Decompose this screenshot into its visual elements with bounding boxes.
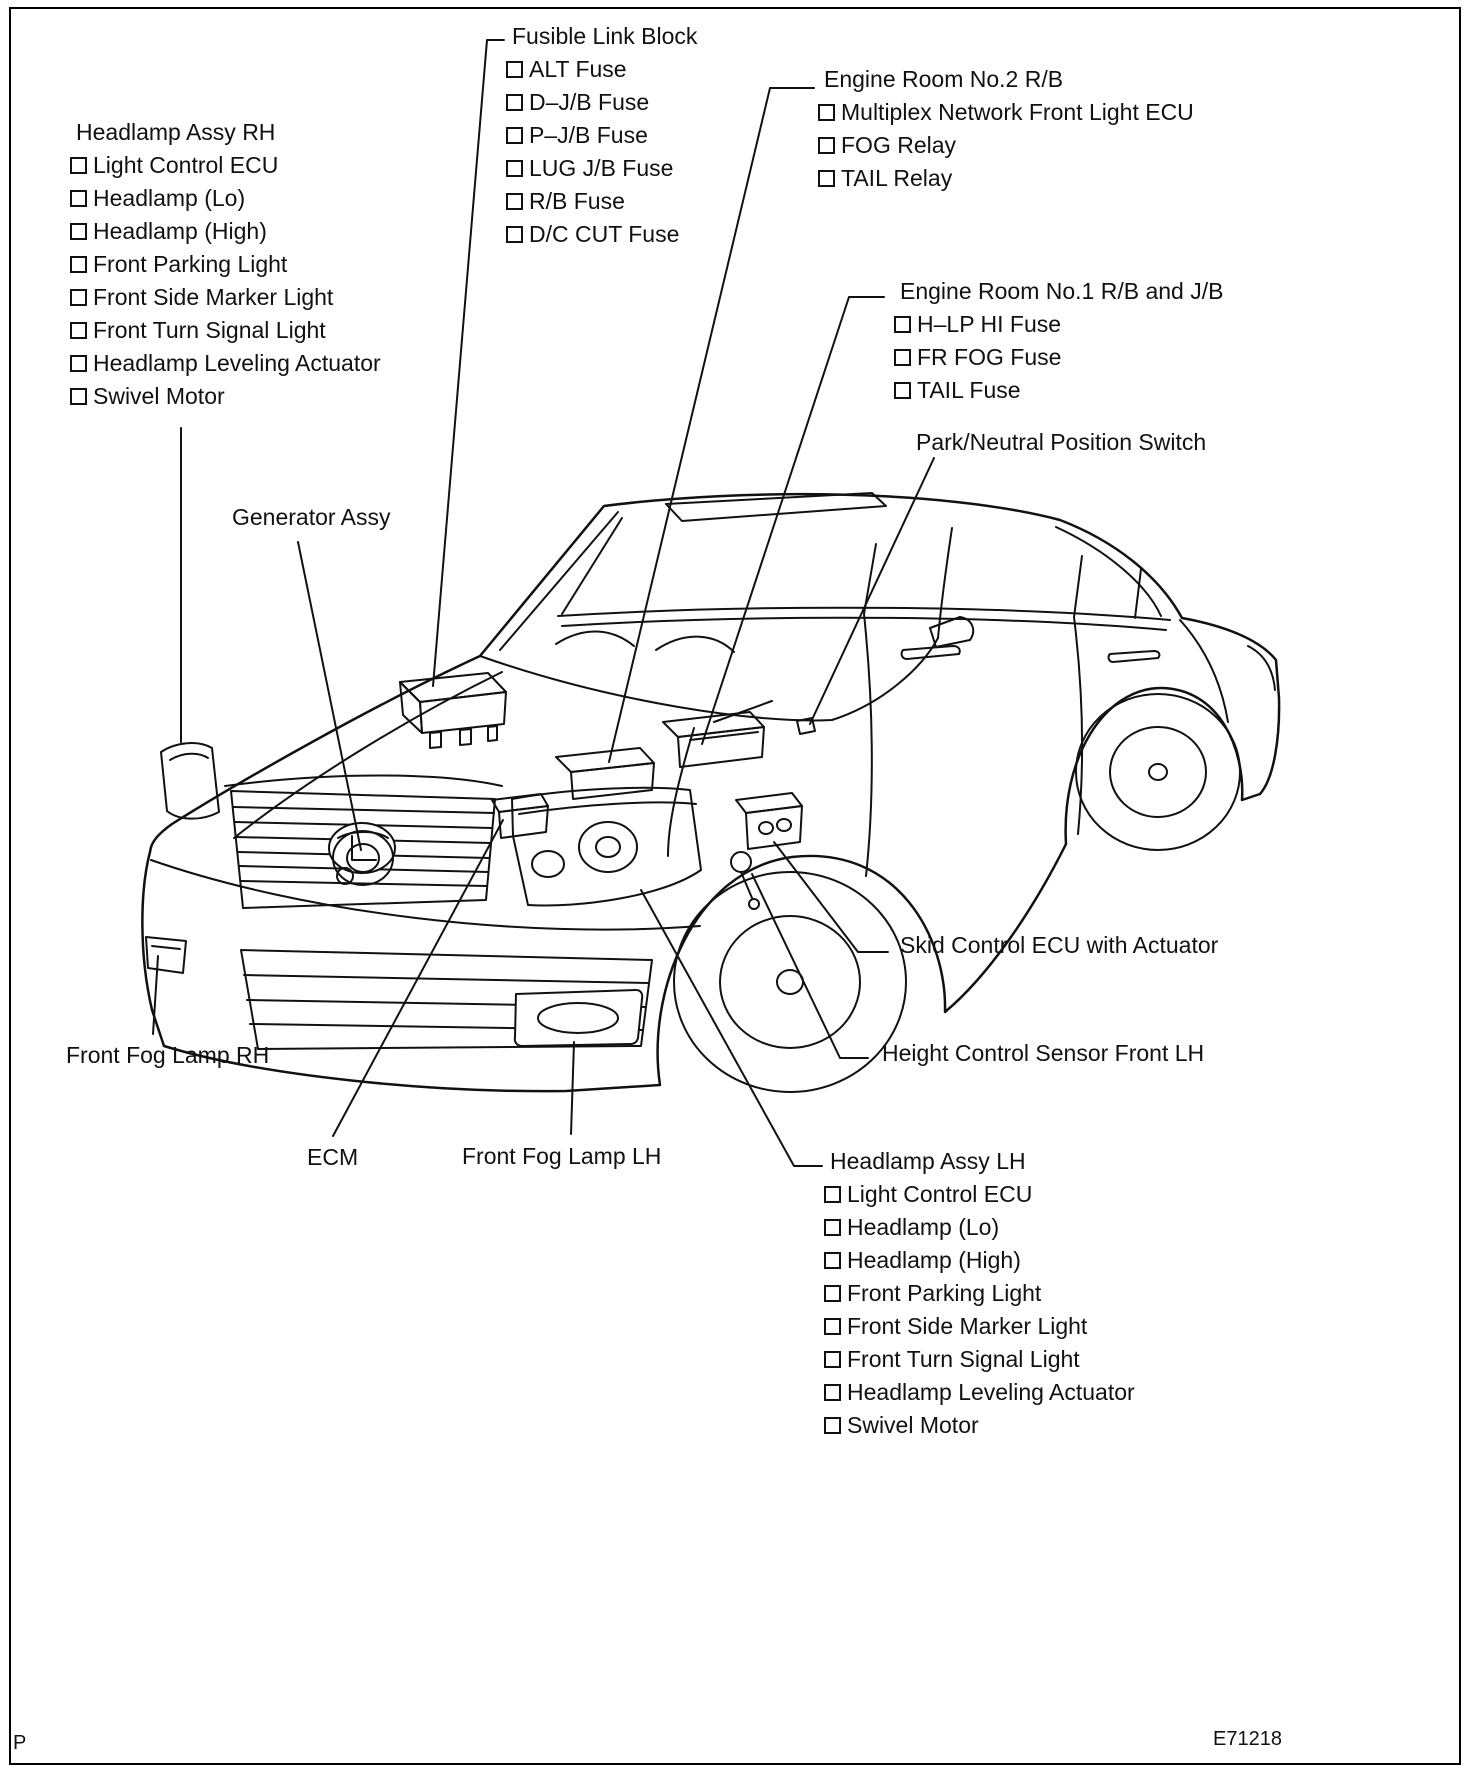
callout-title: Headlamp Assy RH — [76, 119, 276, 145]
rear-wheel-tire — [1076, 694, 1240, 850]
checkbox-icon — [70, 190, 87, 207]
callout-title: Park/Neutral Position Switch — [916, 429, 1207, 455]
callout-generator-assy — [226, 501, 391, 534]
check-item-label: Light Control ECU — [847, 1181, 1033, 1207]
callout-title: Headlamp Assy LH — [830, 1148, 1026, 1174]
callout-title: Skid Control ECU with Actuator — [900, 932, 1219, 958]
check-item-label: Front Parking Light — [847, 1280, 1042, 1306]
headlamp-lh-projector — [579, 822, 637, 872]
leader-fusible-link-block — [433, 40, 504, 686]
check-item-label: Front Turn Signal Light — [847, 1346, 1080, 1372]
checkbox-icon — [818, 104, 835, 121]
checkbox-icon — [70, 223, 87, 240]
check-item-label: D–J/B Fuse — [529, 89, 650, 115]
callout-ecm — [301, 1141, 358, 1174]
check-item-label: Front Parking Light — [93, 251, 288, 277]
checkbox-icon — [824, 1219, 841, 1236]
checkbox-icon — [70, 322, 87, 339]
callout-items — [506, 53, 697, 251]
a-pillar-inner — [500, 512, 618, 650]
check-item — [894, 374, 1223, 407]
callout-headlamp-assy-rh — [70, 116, 381, 413]
check-item-label: Headlamp Leveling Actuator — [93, 350, 381, 376]
headlamp-lh-seam — [519, 802, 696, 814]
checkbox-icon — [894, 316, 911, 333]
leader-engine-room-no1 — [702, 297, 884, 744]
front-fog-lamp-rh-drawing — [146, 937, 186, 973]
ecm-drawing — [492, 794, 548, 838]
callout-title: Engine Room No.2 R/B — [824, 66, 1064, 92]
checkbox-icon — [894, 382, 911, 399]
callout-title: Height Control Sensor Front LH — [882, 1040, 1205, 1066]
seat-hint-2 — [656, 637, 734, 652]
callout-park-neutral-position-switch — [910, 426, 1206, 459]
checkbox-icon — [824, 1351, 841, 1368]
check-item — [894, 341, 1223, 374]
callout-skid-control-ecu — [894, 929, 1218, 962]
seat-hint-1 — [556, 631, 634, 646]
check-item — [506, 53, 697, 86]
checkbox-icon — [506, 160, 523, 177]
check-item-label: H–LP HI Fuse — [917, 311, 1062, 337]
check-item — [70, 248, 381, 281]
leader-headlamp-assy-lh — [641, 890, 822, 1166]
engine-room-no1-rb-jb-drawing — [663, 712, 764, 767]
check-item — [70, 149, 381, 182]
callout-title: Generator Assy — [232, 504, 391, 530]
check-item — [70, 380, 381, 413]
callout-title: Front Fog Lamp LH — [462, 1143, 662, 1169]
check-item-label: ALT Fuse — [529, 56, 627, 82]
quarter-window-divider — [1135, 569, 1141, 618]
rear-door-window-divider — [1074, 556, 1082, 617]
check-item-label: FR FOG Fuse — [917, 344, 1062, 370]
rear-door-handle — [1109, 651, 1160, 662]
checkbox-icon — [506, 226, 523, 243]
checkbox-icon — [70, 388, 87, 405]
check-item — [506, 185, 697, 218]
callout-height-control-sensor-front-lh — [876, 1037, 1204, 1070]
checkbox-icon — [818, 170, 835, 187]
callout-title: Fusible Link Block — [512, 23, 698, 49]
check-item-label: Headlamp (Lo) — [847, 1214, 1000, 1240]
rear-wheel-rim — [1110, 727, 1206, 817]
rear-door-cut — [1074, 617, 1082, 834]
check-item-label: P–J/B Fuse — [529, 122, 648, 148]
front-wheel-rim — [720, 916, 860, 1048]
check-item-label: Headlamp (Lo) — [93, 185, 246, 211]
checkbox-icon — [506, 61, 523, 78]
checkbox-icon — [824, 1384, 841, 1401]
checkbox-icon — [70, 256, 87, 273]
callout-front-fog-lamp-lh — [456, 1140, 661, 1173]
callout-title: ECM — [307, 1144, 359, 1170]
callout-title: Front Fog Lamp RH — [66, 1042, 270, 1068]
check-item — [824, 1376, 1135, 1409]
headlamp-lh-small-lamp — [532, 851, 564, 877]
check-item-label: Front Turn Signal Light — [93, 317, 326, 343]
check-item — [894, 308, 1223, 341]
check-item — [818, 96, 1194, 129]
checkbox-icon — [824, 1318, 841, 1335]
check-item — [506, 86, 697, 119]
checkbox-icon — [506, 127, 523, 144]
check-item — [824, 1409, 1135, 1442]
leader-park-neutral-switch — [810, 458, 934, 724]
check-item — [824, 1211, 1135, 1244]
check-item-label: Headlamp (High) — [847, 1247, 1021, 1273]
check-item — [70, 314, 381, 347]
callout-engine-room-no1-rb-jb — [894, 275, 1223, 407]
check-item — [818, 162, 1194, 195]
check-item — [70, 215, 381, 248]
check-item — [824, 1310, 1135, 1343]
check-item-label: Multiplex Network Front Light ECU — [841, 99, 1194, 125]
checkbox-icon — [70, 289, 87, 306]
headlamp-rh-inner-line — [170, 754, 208, 760]
check-item — [824, 1244, 1135, 1277]
check-item-label: TAIL Relay — [841, 165, 953, 191]
headlamp-lh-drawing — [512, 788, 701, 906]
tail-lamp-line — [1248, 646, 1275, 690]
check-item-label: TAIL Fuse — [917, 377, 1021, 403]
front-fog-lamp-rh-line — [152, 946, 180, 949]
check-item — [506, 152, 697, 185]
check-item — [70, 347, 381, 380]
checkbox-icon — [70, 355, 87, 372]
check-item — [506, 119, 697, 152]
check-item — [824, 1343, 1135, 1376]
check-item-label: FOG Relay — [841, 132, 957, 158]
figure-code: E71218 — [1213, 1728, 1282, 1750]
callout-items — [824, 1178, 1135, 1442]
check-item-label: Front Side Marker Light — [93, 284, 334, 310]
wheels-group — [674, 694, 1240, 1092]
checkbox-icon — [70, 157, 87, 174]
leader-front-fog-lamp-lh — [571, 1042, 574, 1134]
check-item — [70, 281, 381, 314]
callout-fusible-link-block — [506, 20, 697, 251]
skid-control-ecu-drawing — [736, 793, 802, 849]
check-item-label: D/C CUT Fuse — [529, 221, 680, 247]
front-fog-lamp-lh-drawing — [515, 990, 642, 1046]
callout-engine-room-no2-rb — [818, 63, 1194, 195]
check-item — [818, 129, 1194, 162]
check-item-label: R/B Fuse — [529, 188, 625, 214]
front-door-cut — [864, 614, 872, 876]
checkbox-icon — [894, 349, 911, 366]
check-item-label: Swivel Motor — [93, 383, 225, 409]
front-door-handle — [902, 646, 960, 659]
callout-headlamp-assy-lh — [824, 1145, 1135, 1442]
checkbox-icon — [506, 193, 523, 210]
check-item-label: Headlamp Leveling Actuator — [847, 1379, 1135, 1405]
callout-front-fog-lamp-rh — [60, 1039, 269, 1072]
check-item-label: Front Side Marker Light — [847, 1313, 1088, 1339]
check-item — [824, 1178, 1135, 1211]
check-item — [70, 182, 381, 215]
leader-generator-assy — [298, 542, 361, 850]
hood-front-seam — [225, 776, 502, 787]
checkbox-icon — [824, 1186, 841, 1203]
callout-items — [894, 308, 1223, 407]
check-item — [506, 218, 697, 251]
headlamp-lh-projector-inner — [596, 837, 620, 857]
checkbox-icon — [824, 1417, 841, 1434]
checkbox-icon — [506, 94, 523, 111]
checkbox-icon — [824, 1285, 841, 1302]
leader-height-control-sensor — [752, 874, 868, 1058]
callout-title: Engine Room No.1 R/B and J/B — [900, 278, 1224, 304]
check-item-label: Light Control ECU — [93, 152, 279, 178]
check-item-label: Swivel Motor — [847, 1412, 979, 1438]
rear-wheel-hub — [1149, 764, 1167, 780]
checkbox-icon — [824, 1252, 841, 1269]
check-item-label: Headlamp (High) — [93, 218, 267, 244]
page-footer-letter: P — [13, 1732, 27, 1754]
check-item — [824, 1277, 1135, 1310]
check-item-label: LUG J/B Fuse — [529, 155, 674, 181]
fusible-link-block-drawing — [400, 673, 506, 748]
callout-items — [818, 96, 1194, 195]
callout-items — [70, 149, 381, 413]
checkbox-icon — [818, 137, 835, 154]
